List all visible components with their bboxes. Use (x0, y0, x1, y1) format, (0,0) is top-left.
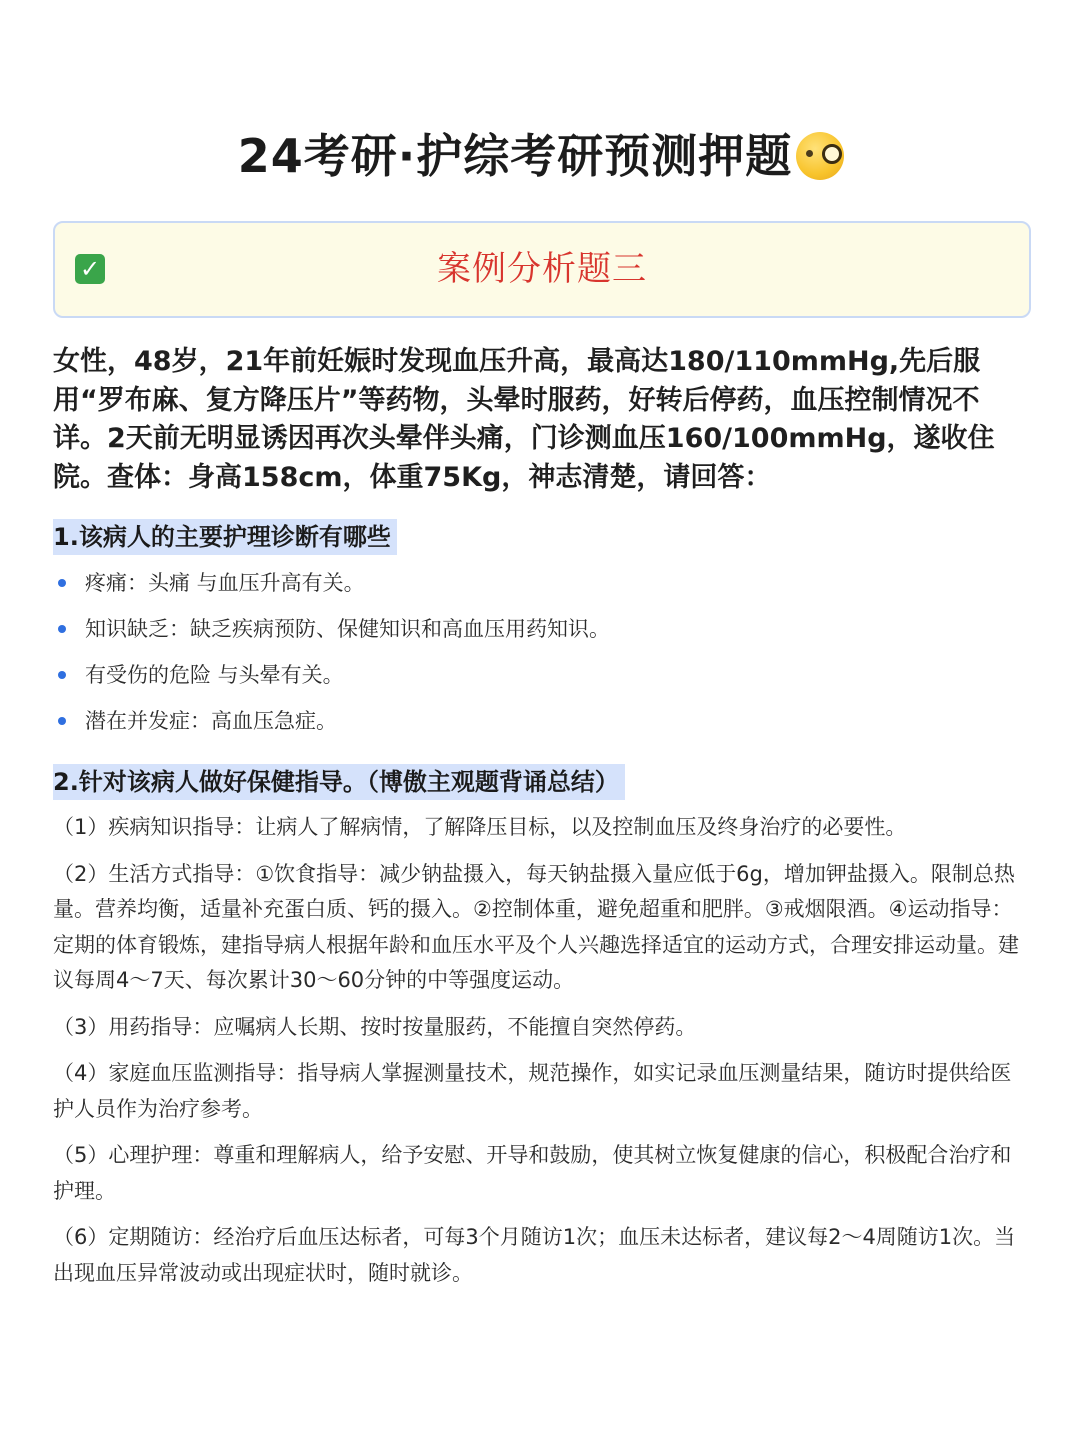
list-item (53, 566, 1029, 612)
list-item-text: 潜在并发症：高血压急症。 (85, 709, 337, 733)
case-banner (53, 221, 1031, 318)
page-title-text: 24考研·护综考研预测押题 (237, 129, 793, 183)
page-title (53, 128, 1029, 184)
bullet-dot-icon (58, 625, 66, 633)
section-2-heading: 2.针对该病人做好保健指导。（博傲主观题背诵总结） (53, 764, 625, 800)
case-description: 女性，48岁，21年前妊娠时发现血压升高，最高达180/110mmHg,先后服用“罗布麻、复方降压片”等药物，头晕时服药，好转后停药，血压控制情况不详。2天前无明显诱因再次头晕伴头痛，门诊测血压160/100mmHg，遂收住院。查体：身高158cm，体重75Kg，神志清楚，请回答： (53, 346, 995, 493)
bullet-dot-icon (58, 671, 66, 679)
section-1-heading: 1.该病人的主要护理诊断有哪些 (53, 519, 397, 555)
guidance-paragraph: （2）生活方式指导：①饮食指导：减少钠盐摄入，每天钠盐摄入量应低于6g，增加钾盐摄入。限制总热量。营养均衡，适量补充蛋白质、钙的摄入。②控制体重，避免超重和肥胖。③戒烟限酒。④运动指导：定期的体育锻炼，建指导病人根据年龄和血压水平及个人兴趣选择适宜的运动方式，合理安排运动量。建议每周4～7天、每次累计30～60分钟的中等强度运动。 (53, 861, 1019, 992)
list-item (53, 658, 1029, 704)
nursing-diagnosis-list (53, 566, 1029, 750)
check-mark-button-icon: ✓ (75, 254, 105, 284)
health-guidance-list (53, 810, 1029, 1302)
bullet-dot-icon (58, 717, 66, 725)
guidance-paragraph: （4）家庭血压监测指导：指导病人掌握测量技术，规范操作，如实记录血压测量结果，随访时提供给医护人员作为治疗参考。 (53, 1061, 1012, 1121)
bullet-dot-icon (58, 579, 66, 587)
list-item-text: 知识缺乏：缺乏疾病预防、保健知识和高血压用药知识。 (85, 617, 610, 641)
guidance-paragraph: （3）用药指导：应嘱病人长期、按时按量服药，不能擅自突然停药。 (53, 1014, 697, 1039)
guidance-paragraph: （1）疾病知识指导：让病人了解病情，了解降压目标，以及控制血压及终身治疗的必要性。 (53, 815, 907, 839)
guidance-paragraph: （5）心理护理：尊重和理解病人，给予安慰、开导和鼓励，使其树立恢复健康的信心，积极配合治疗和护理。 (53, 1143, 1012, 1203)
face-with-monocle-icon (796, 132, 844, 180)
list-item (53, 612, 1029, 658)
case-title: 案例分析题三 (437, 249, 647, 289)
list-item (53, 704, 1029, 750)
list-item-text: 疼痛：头痛 与血压升高有关。 (85, 571, 365, 595)
guidance-paragraph: （6）定期随访：经治疗后血压达标者，可每3个月随访1次；血压未达标者，建议每2～4周随访1次。当出现血压异常波动或出现症状时，随时就诊。 (53, 1225, 1016, 1285)
list-item-text: 有受伤的危险 与头晕有关。 (85, 663, 344, 687)
